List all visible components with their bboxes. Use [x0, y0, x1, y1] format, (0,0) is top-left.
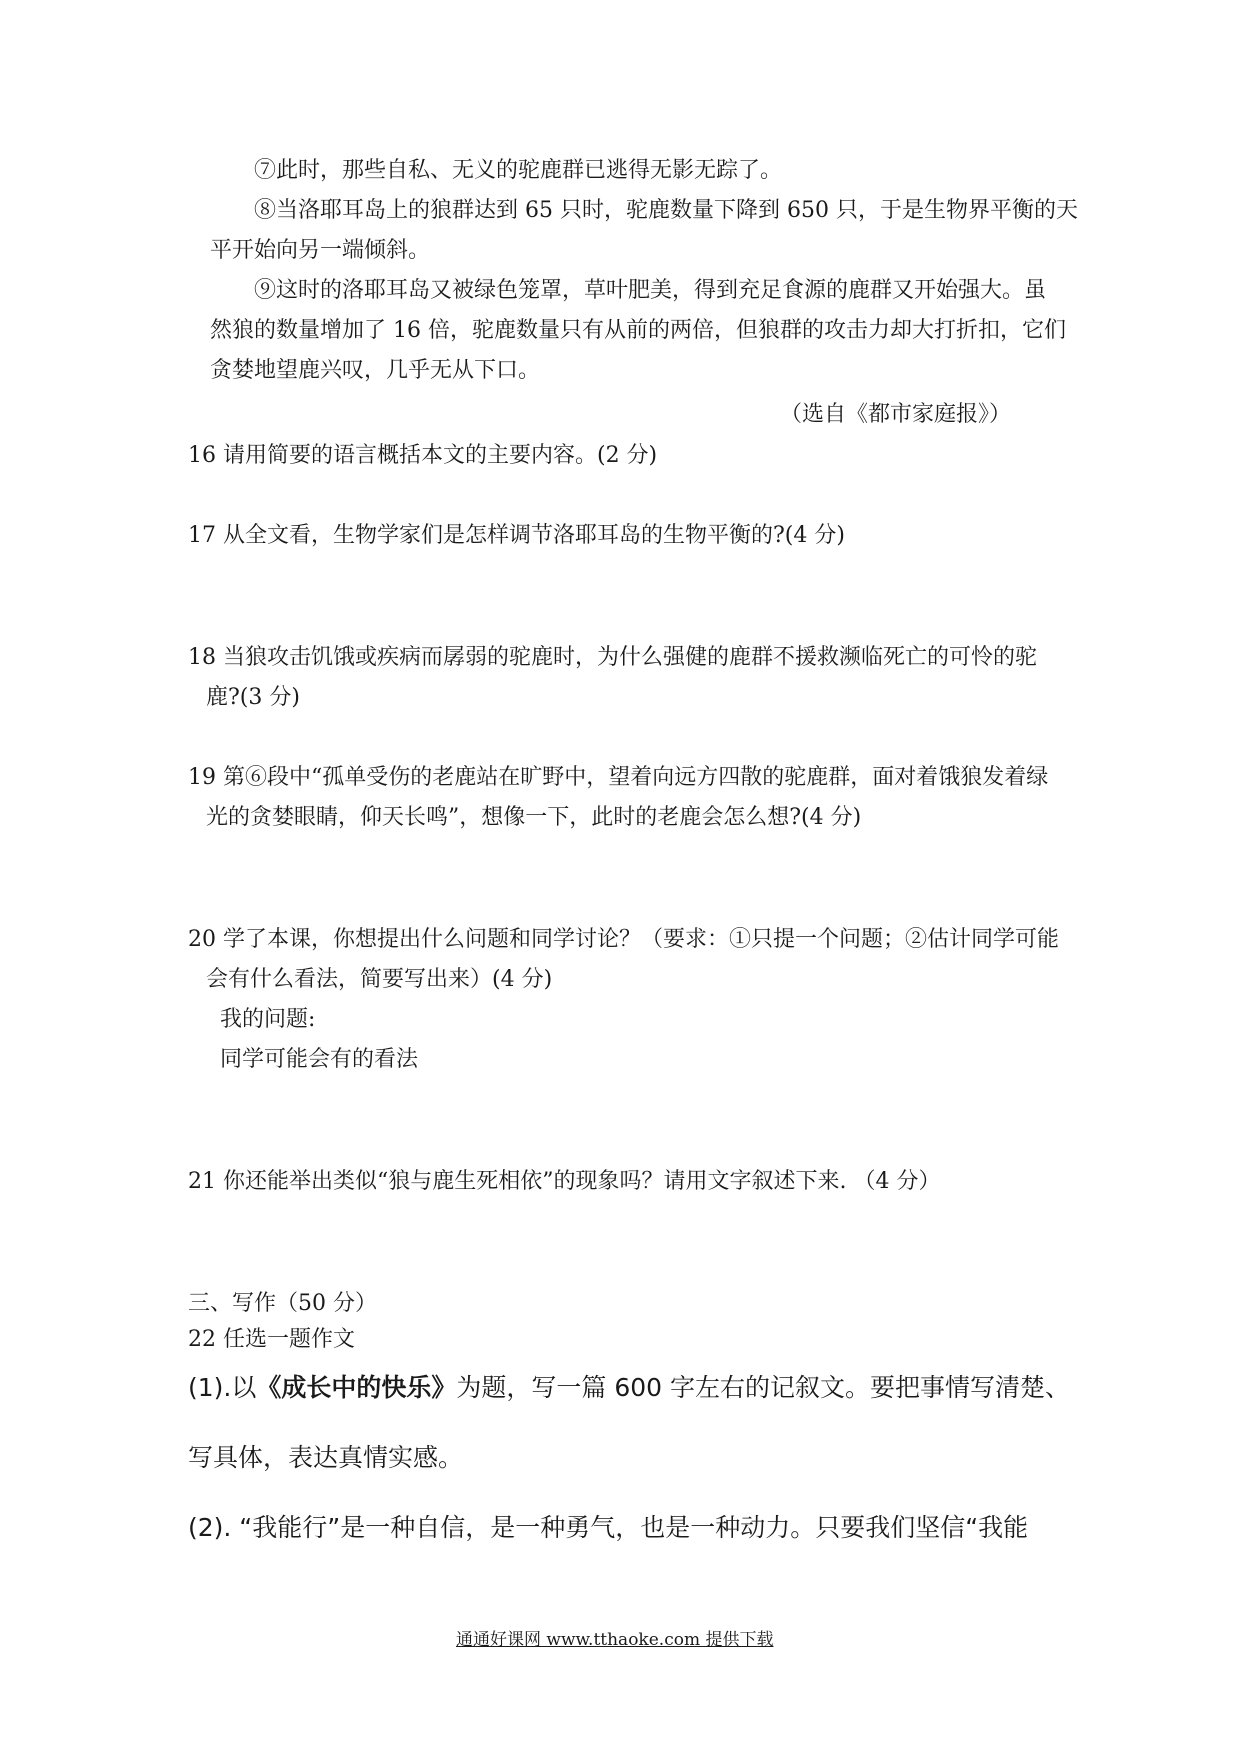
question-16: 16 请用简要的语言概括本文的主要内容。(2 分)	[188, 443, 658, 468]
question-19-line-1: 19 第⑥段中“孤单受伤的老鹿站在旷野中，望着向远方四散的驼鹿群，面对着饿狼发着绿	[188, 765, 1049, 790]
passage-para-9-line-3: 贪婪地望鹿兴叹，几乎无从下口。	[210, 358, 541, 383]
writing-option-1-prefix: (1).以	[188, 1373, 257, 1402]
writing-option-1-rest: 为题，写一篇 600 字左右的记叙文。要把事情写清楚、	[456, 1373, 1071, 1402]
question-20-line-2: 会有什么看法，简要写出来）(4 分)	[206, 967, 553, 992]
question-22: 22 任选一题作文	[188, 1327, 355, 1352]
passage-para-8-line-2: 平开始向另一端倾斜。	[210, 238, 431, 263]
passage-para-9-line-1: ⑨这时的洛耶耳岛又被绿色笼罩，草叶肥美，得到充足食源的鹿群又开始强大。虽	[254, 278, 1047, 303]
writing-option-1-title: 《成长中的快乐》	[256, 1373, 457, 1402]
writing-option-2-line-1: (2). “我能行”是一种自信，是一种勇气，也是一种动力。只要我们坚信“我能	[188, 1513, 1029, 1542]
question-20-line-1: 20 学了本课，你想提出什么问题和同学讨论？（要求：①只提一个问题；②估计同学可能	[188, 927, 1059, 952]
question-20-peer-view-label: 同学可能会有的看法	[220, 1047, 419, 1072]
passage-source: （选自《都市家庭报》）	[780, 402, 1012, 427]
question-18-line-1: 18 当狼攻击饥饿或疾病而孱弱的驼鹿时，为什么强健的鹿群不援救濒临死亡的可怜的驼	[188, 645, 1037, 670]
footer-download-note: 通通好课网 www.tthaoke.com 提供下载	[456, 1630, 774, 1650]
question-18-line-2: 鹿?(3 分)	[206, 685, 300, 710]
question-20-my-question-label: 我的问题:	[220, 1007, 316, 1032]
writing-option-1-line-2: 写具体，表达真情实感。	[188, 1443, 464, 1472]
question-21: 21 你还能举出类似“狼与鹿生死相依”的现象吗？请用文字叙述下来. （4 分）	[188, 1169, 941, 1194]
writing-section-title: 三、写作（50 分）	[188, 1291, 377, 1316]
question-17: 17 从全文看，生物学家们是怎样调节洛耶耳岛的生物平衡的?(4 分)	[188, 523, 845, 548]
passage-para-9-line-2: 然狼的数量增加了 16 倍，驼鹿数量只有从前的两倍，但狼群的攻击力却大打折扣，它们	[210, 318, 1066, 343]
passage-para-7: ⑦此时，那些自私、无义的驼鹿群已逃得无影无踪了。	[254, 158, 783, 183]
writing-option-1-line-1	[188, 1371, 1070, 1405]
passage-para-8-line-1: ⑧当洛耶耳岛上的狼群达到 65 只时，驼鹿数量下降到 650 只，于是生物界平衡的天	[254, 198, 1078, 223]
question-19-line-2: 光的贪婪眼睛，仰天长鸣”，想像一下，此时的老鹿会怎么想?(4 分)	[206, 805, 862, 830]
